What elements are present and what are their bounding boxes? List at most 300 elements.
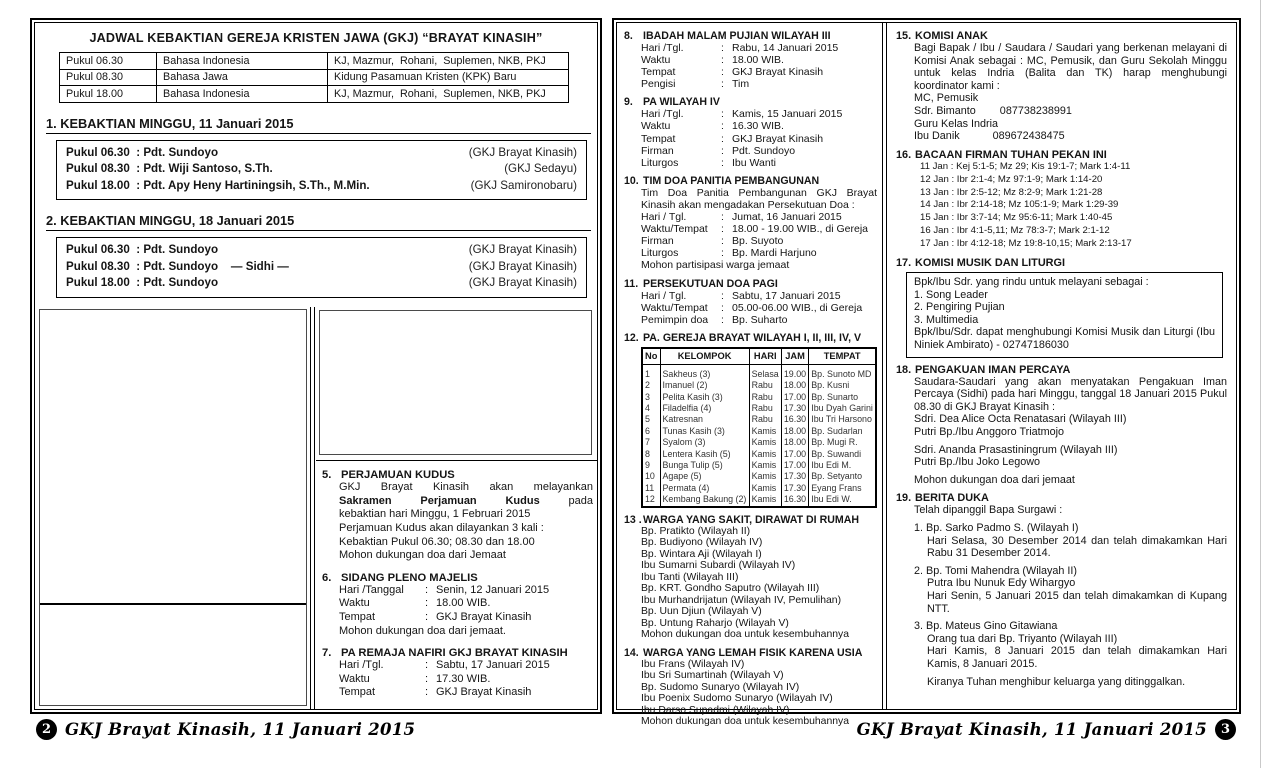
table-cell: 3	[642, 392, 660, 403]
table-cell: Permata (4)	[660, 483, 749, 494]
section-body	[914, 272, 1227, 358]
table-cell: 17.30	[781, 403, 808, 414]
text-line: Mohon dukungan doa untuk kesembuhannya	[641, 716, 849, 728]
kv-part: Sabtu, 17 Januari 2015	[732, 289, 841, 302]
text-line: Mohon dukungan doa untuk kesembuhannya	[641, 629, 849, 641]
table-cell: KJ, Mazmur, Rohani, Suplemen, NKB, PKJ	[328, 86, 569, 103]
section-body	[641, 290, 877, 326]
table-header-row	[642, 348, 876, 365]
section-heading	[896, 364, 1227, 376]
table-cell: Ibu Edi M.	[809, 460, 876, 471]
footer-right	[857, 719, 1236, 740]
empty-box-right	[319, 310, 592, 455]
text-line: Ibu Sri Sumartinah (Wilayah V)	[641, 670, 784, 682]
section-body	[339, 481, 593, 563]
kv-row	[641, 78, 877, 90]
table-row	[642, 403, 876, 414]
table-row	[642, 426, 876, 437]
text-line: 16 Jan : Ibr 4:1-5,11; Mz 78:3-7; Mark 2:1-12	[920, 225, 1110, 237]
text-line: 15 Jan : Ibr 3:7-14; Mz 95:6-11; Mark 1:40-45	[920, 212, 1113, 224]
kv-part: Hari / Tgl.	[641, 211, 687, 224]
table-header-cell: JAM	[781, 348, 808, 365]
kv-part: Waktu	[339, 597, 370, 610]
table-cell: Kamis	[749, 494, 781, 506]
section-heading	[322, 647, 593, 659]
text-line	[339, 495, 593, 509]
table-cell: Syalom (3)	[660, 437, 749, 448]
section-title: TIM DOA PANITIA PEMBANGUNAN	[643, 174, 820, 187]
table-header-cell: No	[642, 348, 660, 365]
table-cell: Selasa	[749, 364, 781, 380]
kv-part: Hari /Tgl.	[641, 42, 684, 54]
table-cell: 4	[642, 403, 660, 414]
right-column	[887, 23, 1236, 709]
text-line: Orang tua dari Bp. Triyanto (Wilayah III)	[927, 632, 1118, 645]
text-line: Ibu Sumarni Subardi (Wilayah IV)	[641, 560, 796, 572]
text-line: 3. Bp. Mateus Gino Gitawiana	[914, 620, 1058, 633]
footer-text: GKJ Brayat Kinasih, 11 Januari 2015	[65, 720, 416, 739]
text-line: Bpk/Ibu Sdr. yang rindu untuk melayani sebagai :	[914, 276, 1149, 289]
section-warga-lemah-fisik	[624, 647, 877, 728]
kv-part: Waktu	[641, 54, 671, 67]
section-title: KOMISI ANAK	[915, 30, 988, 42]
kv-row	[641, 120, 877, 132]
text-line: Bp. KRT. Gondho Saputro (Wilayah III)	[641, 583, 820, 595]
pa-group-table	[641, 347, 877, 508]
kv-part: 16.30 WIB.	[732, 120, 784, 133]
kv-part: :	[721, 66, 724, 79]
kv-part: Pemimpin doa	[641, 313, 709, 326]
table-cell: Pelita Kasih (3)	[660, 392, 749, 403]
kv-row	[641, 133, 877, 145]
text-line: 12 Jan : Ibr 2:1-4; Mz 97:1-9; Mark 1:14-20	[920, 173, 1103, 185]
kv-part: 05.00-06.00 WIB., di Gereja	[732, 301, 863, 314]
empty-box-top	[40, 310, 306, 605]
table-cell: Bp. Sudarlan	[809, 426, 876, 437]
kv-part: :	[721, 211, 724, 224]
section-komisi-musik-liturgi	[896, 257, 1227, 358]
bottom-split	[35, 307, 597, 710]
service-row-part: (GKJ Brayat Kinasih)	[468, 145, 577, 159]
section-body	[641, 659, 877, 728]
kv-row	[641, 66, 877, 78]
table-row	[642, 437, 876, 448]
section-heading	[624, 278, 877, 290]
section-title: BERITA DUKA	[915, 492, 989, 505]
kv-part: 17.30 WIB.	[436, 672, 491, 685]
text: pada	[539, 494, 593, 507]
kv-row	[641, 290, 877, 302]
text-line: Bp. Uun Djiun (Wilayah V)	[641, 606, 762, 618]
section-bacaan-firman	[896, 149, 1227, 251]
table-row	[642, 380, 876, 391]
service-row-part: (GKJ Brayat Kinasih)	[468, 259, 577, 273]
table-cell: Bunga Tulip (5)	[660, 460, 749, 471]
service-row-part: (GKJ Brayat Kinasih)	[468, 243, 577, 256]
text-line: Mohon dukungan doa dari jemaat	[914, 473, 1075, 486]
table-cell: 5	[642, 414, 660, 425]
text-line: Telah dipanggil Bapa Surgawi :	[914, 504, 1063, 517]
section-number: 14.	[624, 646, 639, 659]
kv-row	[339, 673, 593, 687]
table-row	[642, 449, 876, 460]
kv-row	[339, 611, 593, 625]
text-line	[339, 481, 593, 495]
section-title: WARGA YANG SAKIT, DIRAWAT DI RUMAH	[643, 513, 859, 526]
kv-part: Tempat	[339, 686, 376, 699]
table-cell: 17.00	[781, 460, 808, 471]
kv-part: Waktu	[339, 672, 370, 685]
kv-part: Bp. Suyoto	[732, 235, 784, 248]
text-line: Ibu Frans (Wilayah IV)	[641, 658, 745, 670]
section-number: 18.	[896, 363, 912, 376]
section-pa-remaja-nafiri	[322, 647, 593, 700]
section-body	[914, 376, 1227, 487]
table-cell: Imanuel (2)	[660, 380, 749, 391]
table	[641, 347, 877, 508]
section-body	[339, 659, 593, 700]
empty-box-bottom	[40, 605, 306, 706]
table-cell: Ibu Tri Harsono	[809, 414, 876, 425]
kv-part: GKJ Brayat Kinasih	[436, 686, 532, 699]
text-line: 13 Jan : Ibr 2:5-12; Mz 8:2-9; Mark 1:21-28	[920, 186, 1103, 198]
section-ibadah-malam-pujian	[624, 30, 877, 90]
kv-part: :	[721, 54, 724, 67]
section-warga-sakit	[624, 514, 877, 641]
text-line: Hari Senin, 5 Januari 2015 dan telah dimakamkan di Kupang NTT.	[927, 589, 1227, 615]
kv-row	[641, 302, 877, 314]
table-row	[642, 471, 876, 482]
service-row	[66, 178, 577, 195]
section-heading	[322, 469, 593, 481]
text: GKJ Brayat Kinasih akan melayankan	[339, 481, 593, 494]
kv-part: :	[721, 78, 724, 91]
section-komisi-anak	[896, 30, 1227, 143]
kv-part: Firman	[641, 144, 674, 157]
service-row-part: Pukul 06.30 : Pdt. Sundoyo	[66, 243, 219, 256]
service-row	[66, 275, 577, 292]
section-perjamuan-kudus	[322, 469, 593, 563]
kv-row	[641, 54, 877, 66]
text-line: Bp. Budiyono (Wilayah IV)	[641, 537, 763, 549]
text-line: Putri Bp./Ibu Anggoro Triatmojo	[914, 426, 1065, 439]
service-row-part: (GKJ Sedayu)	[504, 162, 577, 175]
table-cell: Pukul 18.00	[60, 86, 157, 103]
text-line: 14 Jan : Ibr 2:14-18; Mz 105:1-9; Mark 1:29-39	[920, 199, 1119, 211]
kv-row	[339, 597, 593, 611]
section-heading	[896, 149, 1227, 161]
text-line: Putri Bp./Ibu Joko Legowo	[914, 456, 1041, 469]
text-line: Perjamuan Kudus akan dilayankan 3 kali :	[339, 522, 544, 535]
page-number-badge: 3	[1215, 719, 1236, 740]
kv-row	[339, 584, 593, 598]
section-heading	[896, 492, 1227, 504]
text-line: Sdri. Dea Alice Octa Renatasari (Wilayah III)	[914, 413, 1127, 426]
kv-part: Tempat	[641, 66, 676, 79]
section-number: 6.	[322, 571, 332, 584]
text-line: Tim Doa Panitia Pembangunan GKJ Brayat Kinasih akan mengadakan Persekutuan Doa :	[641, 186, 877, 211]
kv-part: :	[425, 659, 429, 672]
text-line: Mohon dukungan doa dari jemaat.	[339, 624, 506, 637]
service-heading-2: 2. KEBAKTIAN MINGGU, 18 Januari 2015	[46, 213, 591, 231]
text-line: Sdri. Ananda Prasastiningrum (Wilayah III)	[914, 443, 1118, 456]
kv-part: 18.00 WIB.	[732, 54, 784, 67]
section-number: 12.	[624, 331, 639, 344]
table-row	[642, 494, 876, 506]
section-title: PERSEKUTUAN DOA PAGI	[643, 277, 778, 290]
section-body	[339, 584, 593, 638]
table-cell: 16.30	[781, 414, 808, 425]
left-sections	[316, 465, 597, 709]
bold-text: Sakramen Perjamuan Kudus	[339, 494, 540, 507]
text-line: Hari Kamis, 8 Januari 2015 dan telah dimakamkan Hari Kamis, 8 Januari 2015.	[927, 645, 1227, 670]
kv-part: :	[721, 247, 724, 260]
kv-part: :	[721, 144, 724, 157]
service-row-part: Pukul 08.30 : Pdt. Wiji Santoso, S.Th.	[66, 162, 273, 175]
text-line: 1. Song Leader	[914, 288, 988, 301]
table-cell: Agape (5)	[660, 471, 749, 482]
kv-row	[641, 211, 877, 223]
table-cell: Bahasa Indonesia	[157, 53, 328, 70]
text-line: 11 Jan : Kej 5:1-5; Mz 29; Kis 19:1-7; Mark 1:4-11	[920, 160, 1131, 172]
table-cell: 11	[642, 483, 660, 494]
text-line: Kebaktian Pukul 06.30; 08.30 dan 18.00	[339, 535, 535, 548]
table-header-cell: KELOMPOK	[660, 348, 749, 365]
kv-part: 18.00 WIB.	[436, 597, 491, 610]
section-body	[914, 42, 1227, 143]
table-cell: Rabu	[749, 414, 781, 425]
kv-row	[641, 247, 877, 259]
table-cell: Ibu Dyah Garini	[809, 403, 876, 414]
section-pa-gereja-brayat	[624, 332, 877, 508]
text-line: Hari Selasa, 30 Desember 2014 dan telah dimakamkan Hari Rabu 31 Desember 2014.	[927, 534, 1227, 560]
kv-part: Kamis, 15 Januari 2015	[732, 108, 843, 121]
section-title: BACAAN FIRMAN TUHAN PEKAN INI	[915, 148, 1107, 161]
kv-row	[641, 145, 877, 157]
table-cell: Pukul 06.30	[60, 53, 157, 70]
table-row	[642, 364, 876, 380]
section-heading	[624, 175, 877, 187]
text-line: Mohon partisipasi warga jemaat	[641, 259, 790, 272]
table	[59, 52, 569, 103]
table-cell: Filadelfia (4)	[660, 403, 749, 414]
table-cell: Kembang Bakung (2)	[660, 494, 749, 506]
kv-row	[641, 314, 877, 326]
section-body	[641, 42, 877, 90]
table-cell: 17.00	[781, 449, 808, 460]
table-cell: Bp. Sunoto MD	[809, 364, 876, 380]
section-number: 10.	[624, 174, 639, 187]
section-sidang-pleno	[322, 572, 593, 638]
text-line: Bp. Wintara Aji (Wilayah I)	[641, 548, 762, 560]
table-row	[60, 86, 569, 103]
table-cell: Lentera Kasih (5)	[660, 449, 749, 460]
section-heading	[322, 572, 593, 584]
kv-part: :	[721, 235, 724, 248]
kv-part: :	[425, 686, 429, 699]
table-cell: Kamis	[749, 460, 781, 471]
table-row	[60, 69, 569, 86]
section-number: 7.	[322, 647, 332, 660]
kv-part: :	[425, 583, 429, 596]
kv-part: :	[721, 42, 724, 54]
table-row	[642, 460, 876, 471]
kv-part: Liturgos	[641, 247, 679, 260]
music-commission-box	[906, 272, 1223, 358]
kv-part: :	[721, 289, 724, 302]
table-cell: Bp. Setyanto	[809, 471, 876, 482]
kv-part: Bp. Mardi Harjuno	[732, 247, 817, 260]
service-row-part: Pukul 18.00 : Pdt. Sundoyo	[66, 276, 219, 289]
table-cell: Bahasa Indonesia	[157, 86, 328, 103]
middle-column	[617, 23, 882, 728]
section-body	[641, 526, 877, 641]
table-row	[642, 414, 876, 425]
kv-part: Rabu, 14 Januari 2015	[732, 42, 839, 54]
table-cell: KJ, Mazmur, Rohani, Suplemen, NKB, PKJ	[328, 53, 569, 70]
kv-row	[641, 235, 877, 247]
text-line: Ibu Darso Supadmi (Wilayah IV)	[641, 704, 790, 716]
page-number-badge: 2	[36, 719, 57, 740]
table-cell: Kamis	[749, 437, 781, 448]
footer-text: GKJ Brayat Kinasih, 11 Januari 2015	[856, 720, 1207, 739]
text-line: 1. Bp. Sarko Padmo S. (Wilayah I)	[914, 522, 1079, 534]
kv-row	[339, 686, 593, 700]
table-cell: 18.00	[781, 380, 808, 391]
table-cell: 7	[642, 437, 660, 448]
section-pengakuan-iman	[896, 364, 1227, 487]
kv-part: Firman	[641, 235, 674, 248]
section-body	[920, 161, 1227, 251]
table-header-cell: TEMPAT	[809, 348, 876, 365]
section-number: 5.	[322, 469, 332, 482]
kv-part: Bp. Suharto	[732, 313, 788, 326]
page-left	[30, 18, 602, 714]
text-line: Sdr. Bimanto 087738238991	[914, 104, 1072, 117]
section-number: 9.	[624, 96, 633, 109]
footer-left	[36, 719, 415, 740]
text-line: Putra Ibu Nunuk Edy Wihargyo	[927, 577, 1076, 590]
kv-part: :	[721, 156, 724, 169]
kv-part: Liturgos	[641, 156, 679, 169]
table-cell: Katresnan	[660, 414, 749, 425]
text-line: 17 Jan : Ibr 4:12-18; Mz 19:8-10,15; Mark 2:13-17	[920, 238, 1132, 250]
service-row	[66, 161, 577, 178]
table-row	[642, 483, 876, 494]
kv-part: Tempat	[641, 132, 676, 145]
section-number: 13 .	[624, 513, 642, 526]
table-cell: 18.00	[781, 437, 808, 448]
kv-part: Hari /Tgl.	[641, 108, 684, 121]
kv-part: Waktu	[641, 120, 671, 133]
table-cell: 17.00	[781, 392, 808, 403]
page-title: JADWAL KEBAKTIAN GEREJA KRISTEN JAWA (GKJ) “BRAYAT KINASIH”	[89, 31, 543, 45]
kv-row	[641, 157, 877, 169]
page-right-content	[616, 22, 1237, 728]
kv-part: Hari /Tanggal	[339, 583, 404, 596]
text-line: kebaktian hari Minggu, 1 Februari 2015	[339, 508, 531, 521]
page-left-content	[34, 22, 598, 710]
service-row-part: (GKJ Brayat Kinasih)	[468, 276, 577, 289]
table-cell: Ibu Edi W.	[809, 494, 876, 506]
kv-part: :	[721, 313, 724, 326]
section-persekutuan-doa-pagi	[624, 278, 877, 326]
section-body	[641, 187, 877, 272]
table-header-cell: HARI	[749, 348, 781, 365]
kv-part: Pdt. Sundoyo	[732, 144, 796, 157]
table-cell: Kamis	[749, 449, 781, 460]
section-divider-line	[316, 460, 597, 462]
kv-part: Waktu/Tempat	[641, 301, 708, 314]
section-heading	[624, 514, 877, 526]
section-title: PA REMAJA NAFIRI GKJ BRAYAT KINASIH	[341, 647, 568, 660]
table-cell: 2	[642, 380, 660, 391]
text-line: Kiranya Tuhan menghibur keluarga yang ditinggalkan.	[927, 675, 1186, 688]
section-berita-duka	[896, 492, 1227, 688]
section-number: 19.	[896, 492, 912, 505]
kv-part: :	[721, 223, 724, 236]
table-cell: Pukul 08.30	[60, 69, 157, 86]
section-body	[641, 108, 877, 168]
kv-part: Jumat, 16 Januari 2015	[732, 211, 842, 224]
page-right	[612, 18, 1241, 728]
table-row	[642, 392, 876, 403]
section-title: PERJAMUAN KUDUS	[341, 469, 455, 482]
kv-part: GKJ Brayat Kinasih	[732, 66, 824, 79]
section-heading	[624, 332, 877, 344]
kv-part: GKJ Brayat Kinasih	[732, 132, 824, 145]
service-row-part: (GKJ Samironobaru)	[470, 178, 577, 192]
worship-schedule-table	[59, 52, 587, 103]
table-cell: 16.30	[781, 494, 808, 506]
text-line: Ibu Murhandrijatun (Wilayah IV, Pemulihan)	[641, 594, 842, 606]
table-cell: 1	[642, 364, 660, 380]
section-number: 8.	[624, 30, 633, 42]
section-heading	[624, 30, 877, 42]
kv-row	[641, 108, 877, 120]
section-title: SIDANG PLENO MAJELIS	[341, 571, 478, 584]
kv-part: :	[721, 132, 724, 145]
kv-part: :	[425, 672, 429, 685]
service-row-part: Pukul 08.30 : Pdt. Sundoyo — Sidhi —	[66, 259, 289, 273]
kv-part: Ibu Wanti	[732, 156, 776, 169]
kv-part: :	[721, 120, 724, 133]
table-cell: 19.00	[781, 364, 808, 380]
kv-part: :	[721, 301, 724, 314]
table-cell: Bahasa Jawa	[157, 69, 328, 86]
text-line: Bagi Bapak / Ibu / Saudara / Saudari yang berkenan melayani di Komisi Anak sebagai : MC, Pemusik, dan Guru Sekolah Minggu untuk kelas Indria (Balita dan TK) harap menghubungi koordinator kami :	[914, 42, 1227, 92]
table-row	[60, 53, 569, 70]
scan-edge-shadow	[1260, 0, 1261, 768]
kv-part: Tempat	[339, 611, 376, 624]
table-cell: 18.00	[781, 426, 808, 437]
table-cell: Bp. Mugi R.	[809, 437, 876, 448]
table-cell: 17.30	[781, 471, 808, 482]
section-number: 16.	[896, 148, 912, 161]
kv-part: Waktu/Tempat	[641, 223, 708, 236]
table-cell: 17.30	[781, 483, 808, 494]
kv-part: 18.00 - 19.00 WIB., di Gereja	[732, 223, 868, 236]
text-line: Bp. Pratikto (Wilayah II)	[641, 525, 751, 537]
table-cell: Bp. Sunarto	[809, 392, 876, 403]
column-divider	[310, 307, 315, 710]
section-number: 15.	[896, 30, 912, 42]
empty-frame-column	[39, 309, 307, 707]
service-heading-1: 1. KEBAKTIAN MINGGU, 11 Januari 2015	[46, 116, 591, 134]
table-cell: Rabu	[749, 380, 781, 391]
kv-part: Hari /Tgl.	[339, 659, 384, 672]
kv-part: Senin, 12 Januari 2015	[436, 583, 550, 596]
